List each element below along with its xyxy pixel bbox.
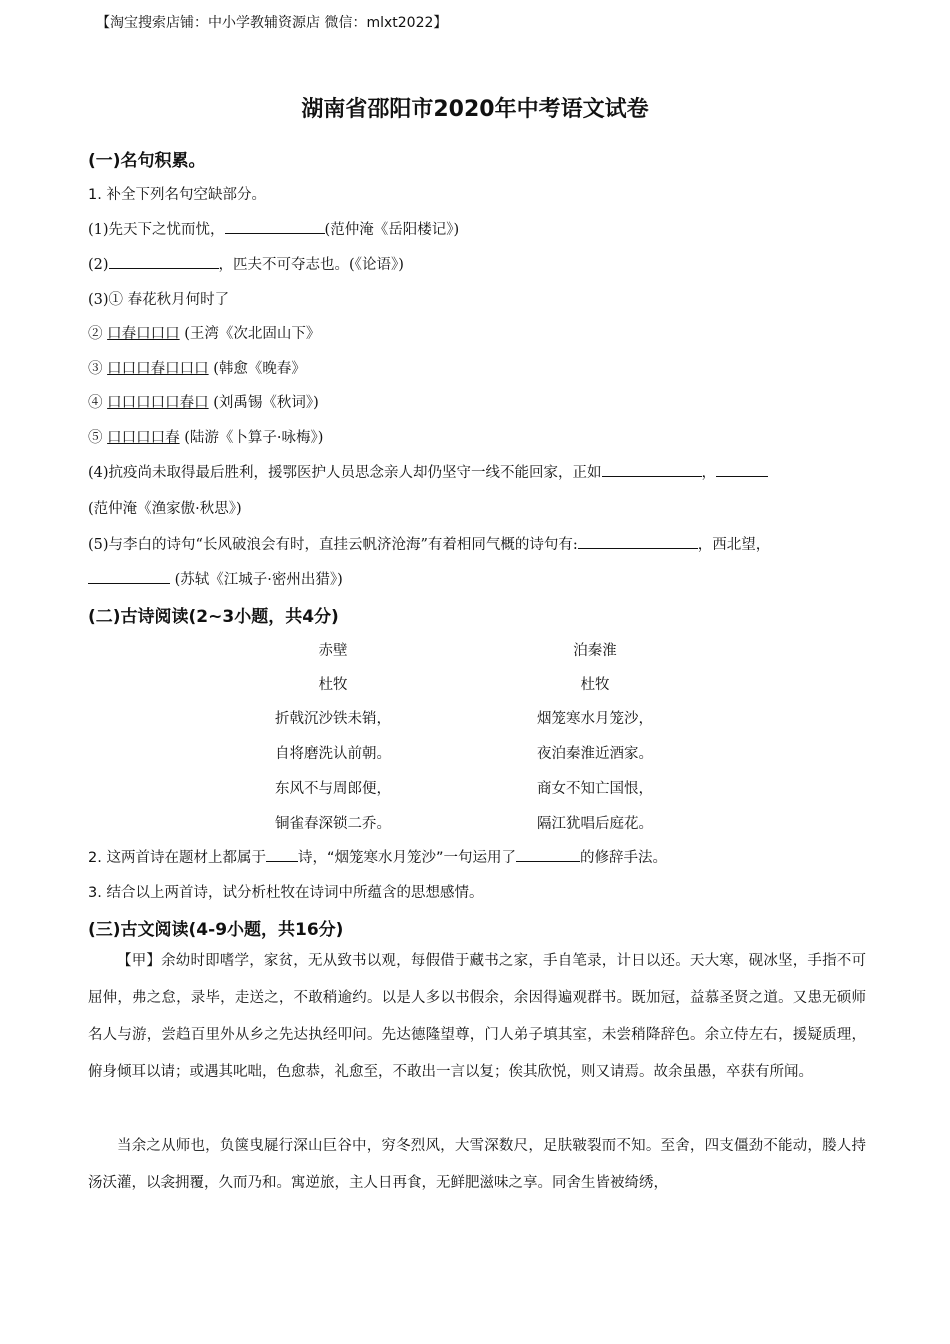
answer-blank[interactable]	[516, 847, 580, 862]
item-5-source: (苏轼《江城子·密州出猎》)	[174, 572, 343, 588]
item-mark: ⑤	[88, 430, 103, 446]
poem-author: 杜牧	[580, 677, 610, 693]
q2-text3: 的修辞手法。	[579, 850, 667, 866]
item-source: (韩愈《晚春》	[213, 361, 306, 377]
poem-chibi	[223, 639, 443, 847]
item-source: (王湾《次北固山下》	[184, 326, 321, 342]
item-mark: ②	[88, 326, 103, 342]
item-3: (3)① 春花秋月何时了	[88, 292, 230, 308]
section1-heading: (一)名句积累。	[88, 151, 206, 171]
poem-author: 杜牧	[318, 677, 348, 693]
item-2-text: ，匹夫不可夺志也。(《论语》)	[218, 257, 404, 273]
answer-blank[interactable]	[578, 534, 698, 549]
item-4-text: (4)抗疫尚未取得最后胜利，援鄂医护人员思念亲人却仍坚守一线不能回家，正如	[88, 465, 602, 481]
answer-blank[interactable]	[109, 254, 219, 269]
answer-blank[interactable]	[716, 462, 768, 477]
poem-line: 商女不知亡国恨，	[537, 781, 653, 797]
q2-text: 2. 这两首诗在题材上都属于	[88, 850, 266, 866]
item-4	[88, 461, 768, 482]
page-header: 【淘宝搜索店铺：中小学教辅资源店 微信：mlxt2022】	[96, 15, 448, 31]
passage-paragraph: 【甲】余幼时即嗜学，家贫，无从致书以观，每假借于藏书之家，手自笔录，计日以还。天大寒，砚冰坚，手指不可屈伸，弗之怠，录毕，走送之，不敢稍逾约。以是人多以书假余，余因得遍观群书。既加冠，益慕圣贤之道。又患无硕师名人与游，尝趋百里外从乡之先达执经叩问。先达德隆望尊，门人弟子填其室，未尝稍降辞色。余立侍左右，援疑质理，俯身倾耳以请；或遇其叱咄，色愈恭，礼愈至，不敢出一言以复；俟其欣悦，则又请焉。故余虽愚，卒获有所闻。	[88, 953, 866, 1080]
item-source: (刘禹锡《秋词》)	[213, 395, 319, 411]
item-3-3	[88, 357, 306, 378]
item-5-line2	[88, 568, 343, 589]
item-1-text: (1)先天下之忧而忧，	[88, 222, 225, 238]
poem-line: 自将磨洗认前朝。	[275, 746, 391, 762]
poem-title: 泊秦淮	[573, 643, 617, 659]
section2-heading: (二)古诗阅读(2~3小题，共4分)	[88, 607, 339, 627]
item-1	[88, 218, 459, 239]
poem-line: 铜雀春深锁二乔。	[275, 816, 391, 832]
answer-blank[interactable]	[88, 569, 170, 584]
item-3-2	[88, 322, 320, 343]
item-mark: ④	[88, 395, 103, 411]
item-3-4	[88, 391, 319, 412]
fill-text[interactable]: 口口口春口口口	[107, 361, 209, 377]
item-5-text: (5)与李白的诗句“长风破浪会有时，直挂云帆济沧海”有着相同气概的诗句有:	[88, 537, 578, 553]
item-5-text2: ，西北望，	[697, 537, 771, 553]
answer-blank[interactable]	[602, 462, 702, 477]
poem-title: 赤壁	[318, 643, 348, 659]
page-title: 湖南省邵阳市2020年中考语文试卷	[301, 97, 649, 122]
section3-heading: (三)古文阅读(4-9小题，共16分)	[88, 920, 344, 940]
poem-boqinhuai	[485, 639, 705, 847]
fill-text[interactable]: 口春口口口	[107, 326, 180, 342]
answer-blank[interactable]	[266, 847, 298, 862]
item-mark: ③	[88, 361, 103, 377]
item-3-5	[88, 426, 323, 447]
question-1: 1. 补全下列名句空缺部分。	[88, 187, 266, 203]
poem-line: 夜泊秦淮近酒家。	[537, 746, 653, 762]
item-2-num: (2)	[88, 257, 109, 273]
poem-line: 折戟沉沙铁未销，	[275, 711, 391, 727]
item-4-source: (范仲淹《渔家傲·秋思》)	[88, 501, 242, 517]
item-1-source: (范仲淹《岳阳楼记》)	[324, 222, 460, 238]
q2-text2: 诗，“烟笼寒水月笼沙”一句运用了	[297, 850, 516, 866]
question-3: 3. 结合以上两首诗，试分析杜牧在诗词中所蕴含的思想感情。	[88, 885, 484, 901]
item-2	[88, 253, 404, 274]
poem-line: 烟笼寒水月笼沙，	[537, 711, 653, 727]
item-source: (陆游《卜算子·咏梅》)	[184, 430, 324, 446]
fill-text[interactable]: 口口口口口春口	[107, 395, 209, 411]
fill-text[interactable]: 口口口口春	[107, 430, 180, 446]
question-2	[88, 846, 667, 867]
passage-paragraph: 当余之从师也，负箧曳屣行深山巨谷中，穷冬烈风，大雪深数尺，足肤皲裂而不知。至舍，四支僵劲不能动，媵人持汤沃灌，以衾拥覆，久而乃和。寓逆旅，主人日再食，无鲜肥滋味之享。同舍生皆被绮绣，	[88, 1138, 866, 1191]
item-4-comma: ，	[701, 465, 717, 481]
item-5	[88, 533, 770, 554]
poem-line: 隔江犹唱后庭花。	[537, 816, 653, 832]
poem-line: 东风不与周郎便，	[275, 781, 391, 797]
answer-blank[interactable]	[225, 219, 325, 234]
